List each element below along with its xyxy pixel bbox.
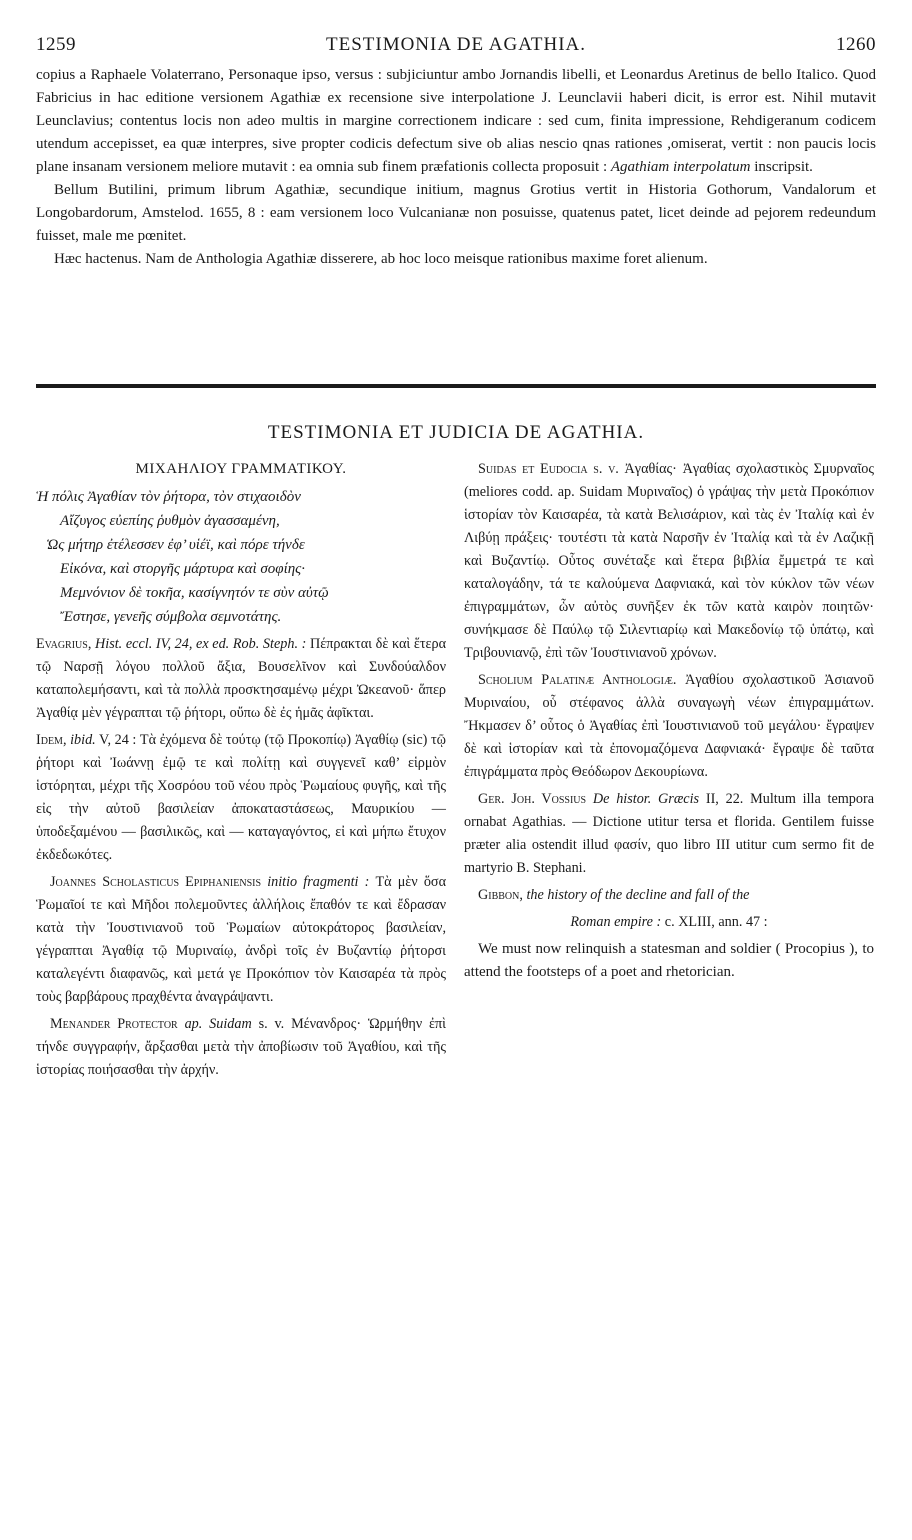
- intro-text: [36, 64, 876, 271]
- citation-ref: Hist. eccl. IV, 24, ex ed. Rob. Steph. :: [95, 636, 307, 652]
- author-name: Joannes Scholasticus Epiphaniensis: [50, 874, 268, 890]
- right-column: [464, 458, 874, 988]
- scholium-entry: [464, 669, 874, 784]
- menander-entry: [36, 1013, 446, 1082]
- author-name: Suidas et Eudocia s. v.: [478, 461, 619, 477]
- entry-text: Multum illa tempora ornabat Agathias. — Dictione utitur tersa et florida. Gentilem fuisse præter alia ostendit illud φασίν, quo libro III utitur cum sermo fit de martyrio B. Stephani.: [464, 791, 875, 876]
- joannes-entry: [36, 871, 446, 1009]
- citation-number: II, 22.: [699, 791, 744, 807]
- citation-ref: ibid.: [70, 732, 96, 748]
- intro-p1-end: inscripsit.: [750, 159, 813, 175]
- author-name: Gibbon,: [478, 887, 527, 903]
- author-name: Idem,: [36, 732, 71, 748]
- citation-ref: ap. Suidam: [184, 1016, 252, 1032]
- poem-line: Αἴζυγος εὐεπίης ῥυθμὸν ἀγασσαμένη,: [60, 513, 280, 529]
- citation-ref: Roman empire :: [570, 914, 665, 930]
- running-title: TESTIMONIA DE AGATHIA.: [325, 34, 586, 55]
- author-name: Evagrius,: [36, 636, 96, 652]
- idem-entry: [36, 729, 446, 867]
- running-head: [36, 34, 876, 58]
- citation-number: c. XLIII, ann. 47 :: [664, 914, 768, 930]
- intro-paragraph-2: Bellum Butilini, primum librum Agathiæ, secundique initium, magnus Grotius vertit in Historia Gothorum, Vandalorum et Longobardorum, Amstelod. 1655, 8 : eam versionem loco Vulcanianæ non posuisse, quatenus patet, licet deinde ad pejorem redeundum fuisset, male me pœnitet.: [36, 182, 876, 244]
- gibbon-ref-line: [464, 911, 874, 934]
- entry-text: s. v. Μένανδρος· Ὡρμήθην ἐπὶ τήνδε συγγραφήν, ἄρξασθαι μετὰ τὴν ἀποβίωσιν τοῦ Ἀγαθίου, καὶ τῆς ἱστορίας ποιήσασθαι τὴν ἀρχήν.: [36, 1016, 446, 1078]
- poem-line: Ἔστησε, γενεῆς σύμβολα σεμνοτάτης.: [60, 609, 282, 625]
- vossius-entry: [464, 788, 874, 880]
- poem-line: Εἰκόνα, καὶ στοργῆς μάρτυρα καὶ σοφίης·: [60, 561, 306, 577]
- section-title: TESTIMONIA ET JUDICIA DE AGATHIA.: [267, 422, 645, 443]
- citation-ref: De histor. Græcis: [592, 791, 700, 807]
- entry-text: Πέπρακται δὲ καὶ ἕτερα τῷ Ναρσῇ λόγου πολλοῦ ἄξια, Βουσελῖνον καὶ Συνδούαλδον καταπολεμήσαντι, καὶ τὰ πολλὰ προσκτησαμένῳ μέχρι Ὠκεανοῦ· ἅπερ Ἀγαθίᾳ μὲν γέγραπται τῷ ῥήτορι, οὔπω δὲ ἐς ἡμᾶς ἀφῖκται.: [36, 636, 446, 721]
- gibbon-quote: We must now relinquish a statesman and soldier ( Procopius ), to attend the footsteps of a poet and rhetorician.: [464, 941, 874, 980]
- poem-line: Μεμνόνιον δὲ τοκῆα, κασίγνητόν τε σὺν αὐτῷ: [60, 585, 329, 601]
- citation-ref: the history of the decline and fall of the: [526, 887, 750, 903]
- section-divider: [36, 384, 876, 388]
- page-number-left: 1259: [36, 34, 76, 55]
- intro-p1-italic: Agathiam interpolatum: [610, 159, 751, 175]
- gibbon-entry: [464, 884, 874, 907]
- michael-epigram: [36, 485, 446, 629]
- left-column: [36, 458, 446, 1086]
- michael-heading: ΜΙΧΑΗΛΙΟΥ ΓΡΑΜΜΑΤΙΚΟΥ.: [135, 461, 347, 477]
- poem-line: Ὡς μήτηρ ἐτέλεσσεν ἐφ’ υἱέϊ, καὶ πόρε τήνδε: [46, 537, 305, 553]
- poem-line: Ἡ πόλις Ἀγαθίαν τὸν ῥήτορα, τὸν στιχαοιδὸν: [36, 489, 301, 505]
- entry-text: Ἀγαθίου σχολαστικοῦ Ἀσιανοῦ Μυριναίου, οὗ στέφανος ἀλλὰ συναγωγὴ νέων ἐπιγραμμάτων. Ἤκμασεν δ’ οὗτος ὁ Ἀγαθίας ἐπὶ Ἰουστινιανοῦ τοῦ μεγάλου· ἔγραψεν δὲ καὶ ἱστορίαν καὶ τὰ ἐπονομαζόμενα Δαφνιακά· ἔγραψε δὲ ταῦτα ἐπιγράμματα πρὸς Θεόδωρον Δεκουρίωνα.: [464, 672, 874, 780]
- author-name: Ger. Joh. Vossius: [478, 791, 593, 807]
- entry-text: Τὰ μὲν ὅσα Ῥωμαῖοί τε καὶ Μῆδοι πολεμοῦντες ἀλλήλοις ἔπαθόν τε καὶ ἔδρασαν κατὰ τὴν Ἰουστινιανοῦ τοῦ Ῥωμαίων αὐτοκράτορος βασιλείαν, γέγραπται Ἀγαθίᾳ τῷ Μυριναίῳ, ἀνδρὶ τοῖς ἐν Βυζαντίῳ ῥήτορσι καταλεγέντι διαφανῶς, καὶ μετά γε Προκόπιον τὸν Καισαρέα τὰ πρὸς τοὺς βαρβάρους πραχθέντα ἀναγράψαντι.: [36, 874, 446, 1005]
- evagrius-entry: [36, 633, 446, 725]
- suidas-entry: [464, 458, 874, 665]
- author-name: Scholium Palatinæ Anthologiæ.: [478, 672, 677, 688]
- page-number-right: 1260: [835, 34, 876, 55]
- author-name: Menander Protector: [50, 1016, 185, 1032]
- intro-paragraph-1: [36, 64, 876, 179]
- intro-p1-text: copius a Raphaele Volaterrano, Personaque ipso, versus : subjiciuntur ambo Jornandis libelli, et Leonardus Aretinus de bello Italico. Quod Fabricius in hac editione versionem Agathiæ ex recensione sive interpolatione J. Leunclavii haberi dicit, is error est. Nihil mutavit Leunclavius; contentus locis non adeo multis in margine correctionem indicare : sed cum, finita impressione, Rehdigeranum codicem utendum accepisset, ea quæ interpres, sive propter codicis defectum sive ob alias nescio qnas rationes ,omiserat, vertit : non paucis locis plane insanam versionem meliore mutavit : ea omnia sub finem præfationis collecta proposuit :: [36, 67, 876, 175]
- intro-paragraph-3: Hæc hactenus. Nam de Anthologia Agathiæ disserere, ab hoc loco meisque rationibus maxime foret alienum.: [54, 251, 708, 267]
- citation-ref: initio fragmenti :: [267, 874, 370, 890]
- entry-text: V, 24 : Τὰ ἐχόμενα δὲ τούτῳ (τῷ Προκοπίῳ) Ἀγαθίῳ (sic) τῷ ῥήτορι καὶ Ἰωάννῃ ἐμῷ τε καὶ πολίτῃ καὶ συγγενεῖ καθ’ εἱρμὸν ἱστόρηται, μέχρι τῆς Χοσρόου τοῦ νέου πρὸς Ῥωμαίους φυγῆς, καὶ τῆς εἰς τὴν αὐτοῦ βασιλείαν ἀποκαταστάσεως, Μαυρικίου — ὑποδεξαμένου — βασιλικῶς, καὶ — καταγαγόντος, εἰ καὶ μήπω ἔτυχον ἐκδεδωκότες.: [36, 732, 446, 863]
- entry-text: Ἀγαθίας· Ἀγαθίας σχολαστικὸς Σμυρναῖος (meliores codd. ap. Suidam Μυριναῖος) ὁ γράψας τὴν μετὰ Προκόπιον ἱστορίαν τὸν Καισαρέα, τὰ κατὰ Βελισάριον, καὶ τὰς ἐν Ἰταλίᾳ καὶ ἐν Λιβύῃ πράξεις· τουτέστι τὰ κατὰ Ναρσῆν ἐν Ἰταλίᾳ καὶ τὰ ἐν Λαζικῇ καὶ Βυζαντίῳ. Οὗτος συνέταξε καὶ ἕτερα βιβλία ἔμμετρά τε καὶ καταλογάδην, τά τε καλούμενα Δαφνιακά, καὶ τὸν κύκλον τῶν νέων ἐπιγραμμάτων, ὧν αὐτὸς συνῆξεν ἐκ τῶν κατὰ καιρὸν ποιητῶν· συνήκμασε δὲ Παύλῳ τῷ Σιλεντιαρίῳ καὶ Μακεδονίῳ τῷ ὑπάτῳ, καὶ Τριβουνιανῷ, ἐπὶ τῶν Ἰουστινιανοῦ χρόνων.: [464, 461, 874, 661]
